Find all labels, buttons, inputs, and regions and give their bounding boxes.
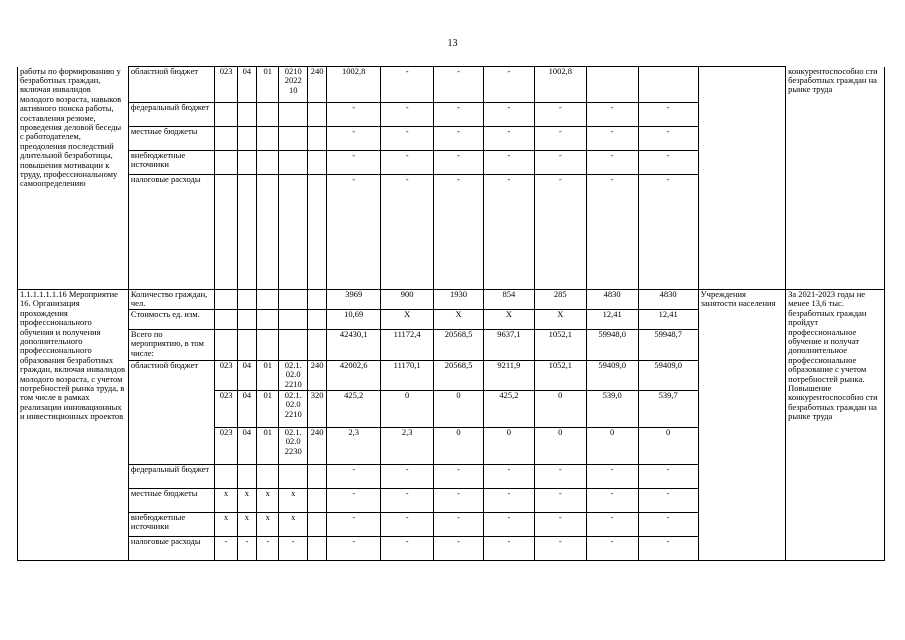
value-cell: - xyxy=(638,175,698,290)
value-cell: - xyxy=(638,465,698,489)
value-cell: - xyxy=(534,175,586,290)
value-cell: - xyxy=(434,151,484,175)
value-cell: 42430,1 xyxy=(327,330,381,361)
code-cell-pr: - xyxy=(257,537,279,561)
value-cell: - xyxy=(586,465,638,489)
value-cell: - xyxy=(586,127,638,151)
value-cell: 9637,1 xyxy=(483,330,534,361)
code-cell-csr: 0210 2022 10 xyxy=(279,67,307,103)
value-cell: - xyxy=(434,537,484,561)
value-cell: - xyxy=(381,175,434,290)
value-cell: - xyxy=(483,465,534,489)
value-cell: - xyxy=(638,489,698,513)
code-cell-vr: 240 xyxy=(307,428,326,465)
code-cell-csr xyxy=(279,103,307,127)
value-cell: - xyxy=(327,465,381,489)
value-cell: - xyxy=(483,103,534,127)
value-cell: - xyxy=(586,537,638,561)
code-cell-pr xyxy=(257,465,279,489)
value-cell: - xyxy=(638,537,698,561)
source-label-cell: Стоимость ед. изм. xyxy=(128,310,214,330)
code-cell-vr xyxy=(307,310,326,330)
code-cell-rz xyxy=(237,290,256,310)
code-cell-grbs xyxy=(215,103,237,127)
code-cell-csr xyxy=(279,175,307,290)
source-label-cell: Количество граждан, чел. xyxy=(128,290,214,310)
code-cell-csr xyxy=(279,330,307,361)
source-label-cell: налоговые расходы xyxy=(128,175,214,290)
budget-table xyxy=(17,66,885,561)
value-cell: 42002,6 xyxy=(327,361,381,391)
code-cell-grbs: - xyxy=(215,537,237,561)
value-cell: 0 xyxy=(586,428,638,465)
code-cell-rz: 04 xyxy=(237,361,256,391)
code-cell-vr xyxy=(307,175,326,290)
code-cell-rz xyxy=(237,310,256,330)
value-cell: - xyxy=(586,175,638,290)
value-cell: 285 xyxy=(534,290,586,310)
value-cell: - xyxy=(483,127,534,151)
code-cell-rz: x xyxy=(237,489,256,513)
code-cell-rz xyxy=(237,103,256,127)
value-cell: 12,41 xyxy=(586,310,638,330)
code-cell-pr xyxy=(257,127,279,151)
value-cell: 20568,5 xyxy=(434,330,484,361)
source-label-cell: федеральный бюджет xyxy=(128,103,214,127)
value-cell: - xyxy=(381,489,434,513)
code-cell-csr xyxy=(279,127,307,151)
value-cell: - xyxy=(638,513,698,537)
code-cell-pr xyxy=(257,151,279,175)
value-cell: 425,2 xyxy=(327,391,381,428)
value-cell: 3969 xyxy=(327,290,381,310)
code-cell-vr xyxy=(307,151,326,175)
source-label-cell: местные бюджеты xyxy=(128,127,214,151)
value-cell: - xyxy=(434,175,484,290)
code-cell-grbs: 023 xyxy=(215,391,237,428)
code-cell-grbs: x xyxy=(215,513,237,537)
value-cell: - xyxy=(534,151,586,175)
value-cell: - xyxy=(327,151,381,175)
source-label-cell: налоговые расходы xyxy=(128,537,214,561)
value-cell: - xyxy=(534,513,586,537)
value-cell: 0 xyxy=(483,428,534,465)
value-cell: 11172,4 xyxy=(381,330,434,361)
source-label-cell: внебюджетные источники xyxy=(128,151,214,175)
value-cell: - xyxy=(434,489,484,513)
value-cell: 4830 xyxy=(586,290,638,310)
value-cell: - xyxy=(534,103,586,127)
code-cell-csr: x xyxy=(279,489,307,513)
value-cell: - xyxy=(381,67,434,103)
executor-cell xyxy=(698,67,786,290)
value-cell: 425,2 xyxy=(483,391,534,428)
value-cell: X xyxy=(381,310,434,330)
value-cell: - xyxy=(586,513,638,537)
value-cell: 59409,0 xyxy=(586,361,638,391)
code-cell-vr: 240 xyxy=(307,67,326,103)
value-cell: - xyxy=(534,537,586,561)
value-cell: 539,7 xyxy=(638,391,698,428)
value-cell: 0 xyxy=(434,391,484,428)
code-cell-pr: 01 xyxy=(257,361,279,391)
code-cell-rz: - xyxy=(237,537,256,561)
code-cell-pr xyxy=(257,175,279,290)
code-cell-grbs: 023 xyxy=(215,428,237,465)
value-cell: - xyxy=(381,513,434,537)
code-cell-rz: 04 xyxy=(237,391,256,428)
value-cell: - xyxy=(327,127,381,151)
value-cell: - xyxy=(381,465,434,489)
value-cell: - xyxy=(534,489,586,513)
event-name-cell: работы по формированию у безработных граждан, включая инвалидов молодого возраста, навыков активного поиска работы, составления резюме, проведения деловой беседы с работодателем, преодоления последствий длительной безработицы, повышения мотивации к труду, профессиональному самоопределению xyxy=(18,67,129,290)
value-cell: 12,41 xyxy=(638,310,698,330)
code-cell-vr: 240 xyxy=(307,361,326,391)
value-cell: 0 xyxy=(638,428,698,465)
code-cell-vr xyxy=(307,489,326,513)
value-cell: X xyxy=(534,310,586,330)
value-cell: 20568,5 xyxy=(434,361,484,391)
value-cell: - xyxy=(483,513,534,537)
value-cell: - xyxy=(327,489,381,513)
code-cell-rz: 04 xyxy=(237,428,256,465)
value-cell: 9211,9 xyxy=(483,361,534,391)
code-cell-grbs xyxy=(215,465,237,489)
value-cell: - xyxy=(434,513,484,537)
value-cell: - xyxy=(327,537,381,561)
code-cell-grbs xyxy=(215,330,237,361)
value-cell: 4830 xyxy=(638,290,698,310)
code-cell-grbs xyxy=(215,290,237,310)
value-cell: 0 xyxy=(434,428,484,465)
source-label-cell: федеральный бюджет xyxy=(128,465,214,489)
value-cell: 539,0 xyxy=(586,391,638,428)
code-cell-pr: x xyxy=(257,489,279,513)
executor-cell: Учреждения занятости населения xyxy=(698,290,786,561)
value-cell: 1002,8 xyxy=(534,67,586,103)
code-cell-pr: 01 xyxy=(257,428,279,465)
source-label-cell: внебюджетные источники xyxy=(128,513,214,537)
code-cell-vr xyxy=(307,103,326,127)
value-cell: 10,69 xyxy=(327,310,381,330)
value-cell: - xyxy=(381,127,434,151)
value-cell: X xyxy=(434,310,484,330)
value-cell: - xyxy=(327,175,381,290)
code-cell-grbs: x xyxy=(215,489,237,513)
source-label-cell: областной бюджет xyxy=(128,67,214,103)
code-cell-csr xyxy=(279,151,307,175)
code-cell-rz xyxy=(237,465,256,489)
code-cell-vr xyxy=(307,513,326,537)
code-cell-grbs xyxy=(215,175,237,290)
value-cell: 854 xyxy=(483,290,534,310)
code-cell-vr xyxy=(307,290,326,310)
value-cell: - xyxy=(434,67,484,103)
value-cell: 1930 xyxy=(434,290,484,310)
event-name-cell: 1.1.1.1.1.1.16 Мероприятие 16. Организация прохождения профессионального обучения и получения дополнительного профессионального образования безработных граждан, включая инвалидов молодого возраста, с учетом потребностей рынка труда, в том числе в рамках реализации инновационных и инвестиционных проектов xyxy=(18,290,129,561)
value-cell: 11170,1 xyxy=(381,361,434,391)
code-cell-csr xyxy=(279,290,307,310)
value-cell: 1052,1 xyxy=(534,330,586,361)
value-cell: 2,3 xyxy=(327,428,381,465)
code-cell-grbs: 023 xyxy=(215,361,237,391)
value-cell: 59948,0 xyxy=(586,330,638,361)
value-cell: - xyxy=(381,537,434,561)
value-cell: - xyxy=(638,127,698,151)
code-cell-rz: x xyxy=(237,513,256,537)
table-row xyxy=(18,67,885,103)
value-cell: 1052,1 xyxy=(534,361,586,391)
value-cell: 59948,7 xyxy=(638,330,698,361)
code-cell-vr: 320 xyxy=(307,391,326,428)
result-cell: За 2021-2023 годы не менее 13,6 тыс. безработных граждан пройдут профессиональное обучение и получат дополнительное профессиональное образование с учетом потребностей рынка. Повышение конкурентоспособно сти безработных граждан на рынке труда xyxy=(786,290,885,561)
code-cell-pr: x xyxy=(257,513,279,537)
code-cell-vr xyxy=(307,465,326,489)
code-cell-rz xyxy=(237,127,256,151)
value-cell: 1002,8 xyxy=(327,67,381,103)
value-cell: - xyxy=(586,151,638,175)
code-cell-csr: 02.1. 02.0 2230 xyxy=(279,428,307,465)
source-label-cell: Всего по мероприятию, в том числе: xyxy=(128,330,214,361)
value-cell xyxy=(586,67,638,103)
value-cell: - xyxy=(483,67,534,103)
source-label-cell: областной бюджет xyxy=(128,361,214,465)
value-cell: - xyxy=(381,103,434,127)
value-cell: - xyxy=(483,151,534,175)
code-cell-csr: x xyxy=(279,513,307,537)
code-cell-pr: 01 xyxy=(257,67,279,103)
value-cell: - xyxy=(483,175,534,290)
code-cell-grbs xyxy=(215,151,237,175)
value-cell: X xyxy=(483,310,534,330)
code-cell-csr: 02.1. 02.0 2210 xyxy=(279,361,307,391)
code-cell-pr xyxy=(257,103,279,127)
value-cell: 900 xyxy=(381,290,434,310)
code-cell-csr: 02.1. 02.0 2210 xyxy=(279,391,307,428)
value-cell: - xyxy=(534,127,586,151)
value-cell: 0 xyxy=(534,391,586,428)
code-cell-rz xyxy=(237,151,256,175)
value-cell: - xyxy=(434,465,484,489)
code-cell-csr: - xyxy=(279,537,307,561)
source-label-cell: местные бюджеты xyxy=(128,489,214,513)
code-cell-rz xyxy=(237,175,256,290)
value-cell: - xyxy=(327,103,381,127)
value-cell: 2,3 xyxy=(381,428,434,465)
result-cell: конкурентоспособно сти безработных граждан на рынке труда xyxy=(786,67,885,290)
value-cell: - xyxy=(638,103,698,127)
code-cell-pr xyxy=(257,310,279,330)
value-cell: - xyxy=(381,151,434,175)
code-cell-vr xyxy=(307,127,326,151)
value-cell: - xyxy=(434,127,484,151)
table-row xyxy=(18,290,885,310)
code-cell-pr: 01 xyxy=(257,391,279,428)
code-cell-grbs xyxy=(215,310,237,330)
code-cell-rz: 04 xyxy=(237,67,256,103)
code-cell-pr xyxy=(257,290,279,310)
value-cell: - xyxy=(483,489,534,513)
code-cell-csr xyxy=(279,465,307,489)
code-cell-grbs: 023 xyxy=(215,67,237,103)
value-cell: - xyxy=(638,151,698,175)
code-cell-grbs xyxy=(215,127,237,151)
value-cell: - xyxy=(534,465,586,489)
code-cell-csr xyxy=(279,310,307,330)
value-cell: - xyxy=(434,103,484,127)
code-cell-vr xyxy=(307,330,326,361)
code-cell-vr xyxy=(307,537,326,561)
code-cell-rz xyxy=(237,330,256,361)
value-cell: - xyxy=(586,489,638,513)
code-cell-pr xyxy=(257,330,279,361)
value-cell: - xyxy=(483,537,534,561)
value-cell: - xyxy=(327,513,381,537)
value-cell: 0 xyxy=(534,428,586,465)
value-cell xyxy=(638,67,698,103)
value-cell: 0 xyxy=(381,391,434,428)
value-cell: 59409,0 xyxy=(638,361,698,391)
value-cell: - xyxy=(586,103,638,127)
page-number: 13 xyxy=(447,38,458,49)
